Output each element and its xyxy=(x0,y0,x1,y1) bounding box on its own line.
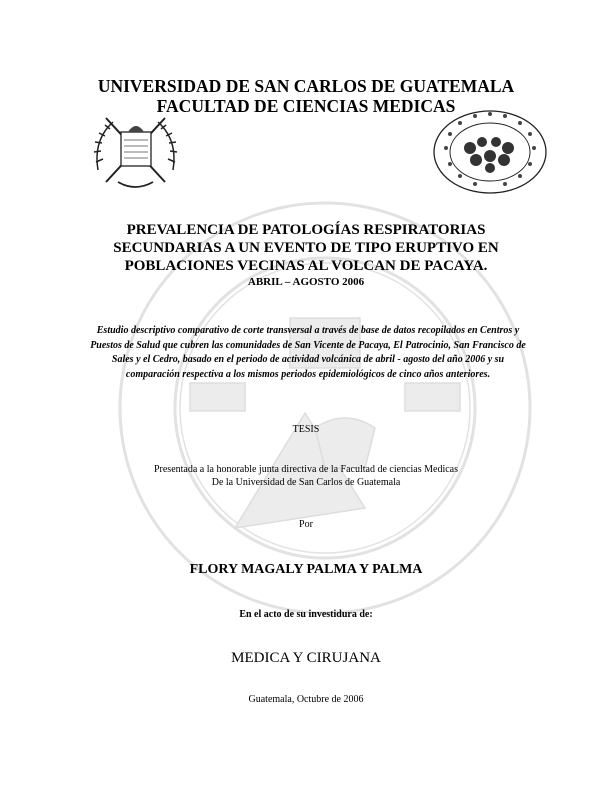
presentation-line-2: De la Universidad de San Carlos de Guatemala xyxy=(211,477,401,488)
university-name: UNIVERSIDAD DE SAN CARLOS DE GUATEMALA xyxy=(97,76,515,96)
presentation-line-1: Presentada a la honorable junta directiva de la Facultad de ciencias Medicas xyxy=(153,464,459,475)
study-period: ABRIL – AGOSTO 2006 xyxy=(247,276,365,288)
title-line-3: POBLACIONES VECINAS AL VOLCAN DE PACAYA. xyxy=(124,258,488,274)
study-description: Estudio descriptivo comparativo de corte transversal a través de base de datos recopilados en Centros y Puestos de Salud que cubren las comunidades de San Vicente de Pacaya, El Patrocinio, San Francisco de Sales y el Cedro, basado en el periodo de actividad volcánica de abril - agosto del año 2006 y su comparación respectiva a los mismos periodos epidemiológicos de cinco años anteriores. xyxy=(90,325,526,380)
degree-title: MEDICA Y CIRUJANA xyxy=(231,650,381,666)
title-line-2: SECUNDARIAS A UN EVENTO DE TIPO ERUPTIVO EN xyxy=(113,240,499,256)
by-label: Por xyxy=(299,519,313,530)
thesis-title xyxy=(0,221,612,275)
usac-seal-icon xyxy=(430,108,550,196)
investiture-statement: En el acto de su investidura de: xyxy=(239,609,373,620)
presentation-statement xyxy=(0,463,612,489)
thesis-label: TESIS xyxy=(292,424,320,435)
title-line-1: PREVALENCIA DE PATOLOGÍAS RESPIRATORIAS xyxy=(126,222,486,238)
faculty-name: FACULTAD DE CIENCIAS MEDICAS xyxy=(156,96,456,116)
guatemala-coat-of-arms-icon xyxy=(88,110,183,190)
author-name: FLORY MAGALY PALMA Y PALMA xyxy=(189,562,423,577)
place-date: Guatemala, Octubre de 2006 xyxy=(248,694,364,705)
